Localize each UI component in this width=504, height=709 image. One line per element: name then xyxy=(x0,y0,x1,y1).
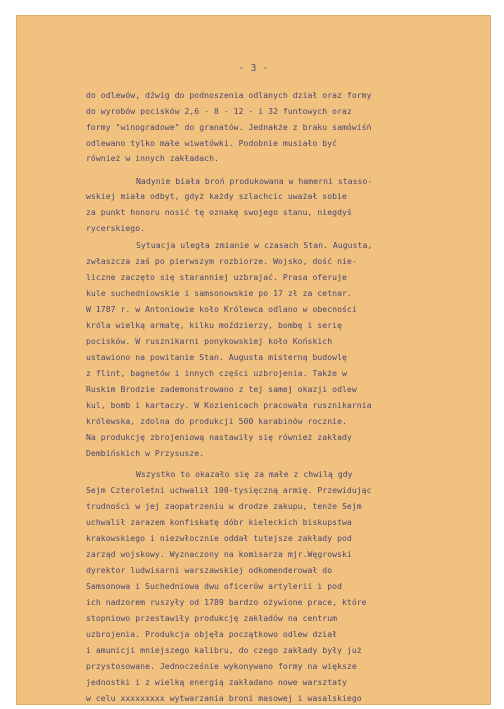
text-line: do odlewów, dźwig do podnoszenia odlanych dział oraz formy xyxy=(86,90,372,100)
text-line: stopniowo przestawiły produkcję zakładów na centrum xyxy=(86,613,338,623)
text-line: liczne zaczęto się staranniej uzbrajać. Prasa oferuje xyxy=(86,272,347,282)
page-number: - 3 - xyxy=(238,63,269,74)
text-line: kul, bomb i kartaczy. W Kozienicach pracowała rusznikarnia xyxy=(86,400,372,410)
text-line: wskiej miała odbyt, gdyż każdy szlachcic uważał sobie xyxy=(86,191,347,201)
text-line: trudności w jej zaopatrzeniu w drodze zakupu, tenże Sejm xyxy=(86,501,362,511)
text-line: odlewano tylko małe wiwatówki. Podobnie musiało być xyxy=(86,138,338,148)
text-line: i amunicji mniejszego kalibru, do czego zakłady były już xyxy=(86,645,362,655)
text-line: Wszystko to okazało się za małe z chwilą gdy xyxy=(136,469,353,479)
text-line: zwłaszcza zaś po pierwszym rozbiorze. Wojsko, dość nie- xyxy=(86,256,357,266)
text-line: w celu xxxxxxxxx wytwarzania broni masowej i wasalskiego xyxy=(86,693,362,703)
text-line: za punkt honoru nosić tę oznakę swojego stanu, niegdyś xyxy=(86,207,352,217)
text-line: ustawiono na powitanie Stan. Augusta misterną budowlę xyxy=(86,352,347,362)
text-line: Nadynie biała broń produkowana w hamerni stasso- xyxy=(136,176,373,186)
text-line: krakowskiego i niezwłocznie oddał tutejsze zakłady pod xyxy=(86,533,352,543)
text-line: Sejm Czteroletni uchwalił 100-tysięczną armię. Przewidując xyxy=(86,485,372,495)
text-line: przystosowane. Jednocześnie wykonywano formy na większe xyxy=(86,661,357,671)
text-line: uzbrojenia. Produkcja objęła początkowo odlew dział xyxy=(86,629,338,639)
document-page xyxy=(16,15,491,705)
text-line: Sytuacja uległa zmianie w czasach Stan. Augusta, xyxy=(136,240,373,250)
text-line: króla wielką armatę, kilku moździerzy, bombę i serię xyxy=(86,320,342,330)
text-line: również w innych zakładach. xyxy=(86,153,219,163)
text-line: rycerskiego. xyxy=(86,223,146,233)
text-line: królewska, zdolna do produkcji 500 karabinów rocznie. xyxy=(86,416,347,426)
text-line: dyrektor ludwisarni warszawskiej odkomenderował do xyxy=(86,565,333,575)
text-line: z flint, bagnetów i innych części uzbrojenia. Także w xyxy=(86,368,347,378)
text-line: Ruskim Brodzie zademonstrowano z tej samej okazji odlew xyxy=(86,384,357,394)
text-line: Dembińskich w Przysusze. xyxy=(86,448,205,458)
text-line: uchwalił zarazem konfiskatę dóbr kieleckich biskupstwa xyxy=(86,517,352,527)
text-line: do wyrobów pocisków 2,6 - 8 - 12 - i 32 funtowych oraz xyxy=(86,106,352,116)
text-line: ich nadzorem ruszyły od 1789 bardzo ożywione prace, które xyxy=(86,597,367,607)
text-line: Na produkcję zbrojeniową nastawiły się również zakłady xyxy=(86,432,352,442)
text-line: pocisków. W rusznikarni ponykowskiej koło Końskich xyxy=(86,336,333,346)
text-line: kule suchedniowskie i samsonowskie po 17 zł za cetnar. xyxy=(86,288,352,298)
text-line: Samsonowa i Suchedniowa dwu oficerów artylerii i pod xyxy=(86,581,342,591)
text-line: jednostki i z wielką energią zakładano nowe warsztaty xyxy=(86,677,347,687)
text-line: W 1787 r. w Antoniowie koło Królewca odlano w obecności xyxy=(86,304,357,314)
text-line: zarząd wojskowy. Wyznaczony na komisarza mjr.Węgrowski xyxy=(86,549,352,559)
text-line: formy "winogradowe" do granatów. Jednakże z braku samówiśń xyxy=(86,122,372,132)
